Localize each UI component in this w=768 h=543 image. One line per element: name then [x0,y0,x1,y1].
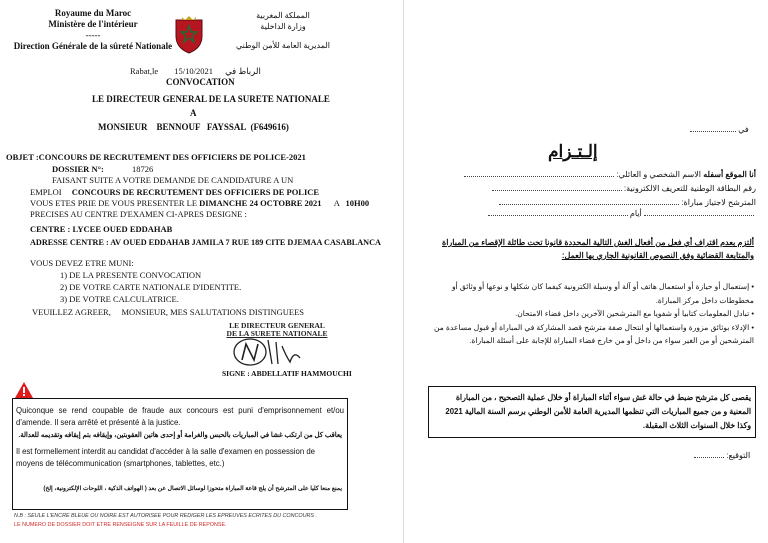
dossier-number: 18726 [131,164,154,174]
fraud-warning-ar: يعاقب كل من ارتكب غشا في المباريات بالحبس والغرامة أو إحدى هاتين العقوبتين، وإيقافه بتم إيقافه وتقديمه للعدالة. [18,432,342,439]
list-item: 2) DE VOTRE CARTE NATIONALE D'IDENTITE. [60,282,242,292]
fr-kingdom: Royaume du Maroc [54,8,132,18]
signature-image [220,336,330,368]
days-blank [488,215,628,216]
nb-note-2: LE NUMERO DE DOSSIER DOIT ETRE RENSEIGNE SUR LA FEUILLE DE REPONSE. [14,522,227,528]
exclusion-text: يقصى كل مترشح ضبط في حالة غش سواء أثناء المباراة أو خلال عملية التصحيح ، من المباراة المعنية و من جميع المباريات التي تنظمها المديرية العامة للأمن الوطني برسم السنة المالية 2021 وكذا خلال السنوات الثلاث المقبلة. [445,393,751,430]
list-item: 3) DE VOTRE CALCULATRICE. [60,294,179,304]
emploi-line [30,187,319,197]
list-item: • إستعمال أو حيازة أو استعمال هاتف أو آلة أو وسيلة الكترونية كيفما كان شكلها و نوعها أو وثائق أو مخطوطات داخل مركز المباراة. [451,282,754,305]
dossier-label: DOSSIER N°: [52,164,104,174]
cin-line [430,182,756,196]
telecom-warning-fr: Il est formellement interdit au candidat d'accéder à la salle d'examen en possession de moyens de télécommunication (smartphones, tablettes, etc.) [16,447,315,468]
list-item: 1) DE LA PRESENTE CONVOCATION [60,270,202,280]
engagement-title: إلـتـزام [548,142,598,161]
fr-ministry: Ministère de l'intérieur [48,19,138,29]
candidate-line [430,196,756,210]
bullet-text: الإدلاء بوثائق مزورة واستعمالها أو انتحال صفة مترشح قصد المشاركة في المباراة أو قبول مساعدة من المترشحين أو من الغير سواء من داخل أو من خارج فضاء المباراة للإجابة على أسئلة المباراة. [434,322,754,345]
signatory-name: SIGNE : ABDELLATIF HAMMOUCHI [222,369,352,378]
date-value: 15/10/2021 [174,66,213,76]
date-line [130,66,290,77]
ar-ministry: وزارة الداخلية [260,22,306,31]
fr-header [8,8,178,52]
fi-label: في [738,125,749,134]
addressee: MONSIEUR BENNOUF FAYSSAL (F649616) [98,122,289,132]
nb-note-1: N.B : SEULE L'ENCRE BLEUE OU NOIRE EST AUTORISEE POUR REDIGER LES EPREUVES ECRITES DU CONCOURS . [14,513,317,519]
exam-hour: 10H00 [345,198,370,208]
place-label-ar: الرباط في [225,66,261,76]
to-a: A [190,108,197,118]
list-item: • تبادل المعلومات كتابيا أو شفويا مع المترشحين الآخرين داخل فضاء الامتحان. [515,309,754,318]
engagement-fi [690,125,749,134]
emploi-label: EMPLOI [30,187,62,197]
warning-triangle-icon [14,381,34,399]
date-exam-line [30,198,369,208]
emploi-value: CONCOURS DE RECRUTEMENT DES OFFICIERS DE POLICE [71,187,320,197]
signature-blank [694,457,724,458]
stamp-line-2: DE LA SURETE NATIONALE [226,329,328,338]
exam-blank [644,215,754,216]
munir-line: VOUS DEVEZ ETRE MUNI: [30,258,134,268]
place-label: Rabat,le [130,66,159,76]
fi-blank [690,131,736,132]
days-label: أيام [629,209,642,218]
dossier-line [52,164,153,174]
fraud-acts-list [428,280,754,348]
bullet-text: تبادل المعلومات كتابيا أو شفويا مع المترشحين الآخرين داخل فضاء الامتحان. [515,309,750,318]
fr-direction: Direction Générale de la sûreté Nationale [13,41,173,51]
centre-line: CENTRE : LYCEE OUED EDDAHAB [30,224,173,234]
prie-text: VOUS ETES PRIE DE VOUS PRESENTER LE [30,198,198,208]
fr-dash: ----- [85,30,101,40]
name-blank [464,176,614,177]
stamp-line-1: LE DIRECTEUR GENERAL [229,321,325,330]
ar-header [228,10,338,51]
precises-line: PRECISES AU CENTRE D'EXAMEN CI-APRES DESIGNE : [30,209,247,219]
salutations-line: VEUILLEZ AGREER, MONSIEUR, MES SALUTATIONS DISTINGUEES [32,307,305,317]
ar-direction: المديرية العامة للأمن الوطني [236,41,330,50]
page-divider [403,0,404,543]
identity-block [430,168,756,210]
faisant-line: FAISANT SUITE A VOTRE DEMANDE DE CANDIDATURE A UN [52,175,294,185]
exam-date: DIMANCHE 24 OCTOBRE 2021 [199,198,322,208]
date-days-line [432,209,754,218]
exclusion-box [428,386,756,438]
signature-line [694,451,750,460]
adresse-line: ADRESSE CENTRE : AV OUED EDDAHAB JAMILA 7 RUE 189 CITE DJEMAA CASABLANCA [30,238,381,247]
commitment-paragraph: ألتزم بعدم اقتراف أي فعل من أفعال الغش التالية المحددة قانونا تحت طائلة الإقصاء من المباراة والمتابعة القضائية وفق النصوص القانونية الجاري بها العمل: [442,238,754,260]
ana-label: أنا الموقع أسفله [703,170,756,179]
cin-label: رقم البطاقة الوطنية للتعريف الالكترونية: [623,184,756,193]
ar-kingdom: المملكة المغربية [256,11,310,20]
cin-blank [492,190,622,191]
candidate-blank [499,204,679,205]
signer-line [430,168,756,182]
objet-line: OBJET :CONCOURS DE RECRUTEMENT DES OFFICIERS DE POLICE-2021 [6,152,306,162]
telecom-warning-ar: يمنع منعا كليا على المترشح أن يلج قاعة المباراة متحوزا لوسائل الاتصال عن بعد ( الهواتف الذكية ، اللوحات الإلكترونية، إلخ) [43,486,342,492]
name-label: الاسم الشخصي و العائلي: [616,170,702,179]
a-text: A [333,198,340,208]
dgsn-crest-icon [172,14,206,54]
fraud-warning-box [12,398,348,510]
signature-label: التوقيع: [726,451,751,460]
convocation-title: CONVOCATION [166,77,235,87]
bullet-text: إستعمال أو حيازة أو استعمال هاتف أو آلة أو وسيلة الكترونية كيفما كان شكلها و نوعها أو وثائق أو مخطوطات داخل مركز المباراة. [451,282,754,305]
sender-title: LE DIRECTEUR GENERAL DE LA SURETE NATIONALE [92,94,330,104]
list-item: • الإدلاء بوثائق مزورة واستعمالها أو انتحال صفة مترشح قصد المشاركة في المباراة أو قبول مساعدة من المترشحين أو من الغير سواء من داخل أو من خارج فضاء المباراة للإجابة على أسئلة المباراة. [434,322,754,345]
candidate-label: المترشح لاجتياز مباراة: [681,198,756,207]
required-items [60,269,241,305]
fraud-warning-fr: Quiconque se rend coupable de fraude aux concours est puni d'emprisonnement et/ou d'amende. Il sera arrêté et présenté à la justice. [16,406,344,427]
